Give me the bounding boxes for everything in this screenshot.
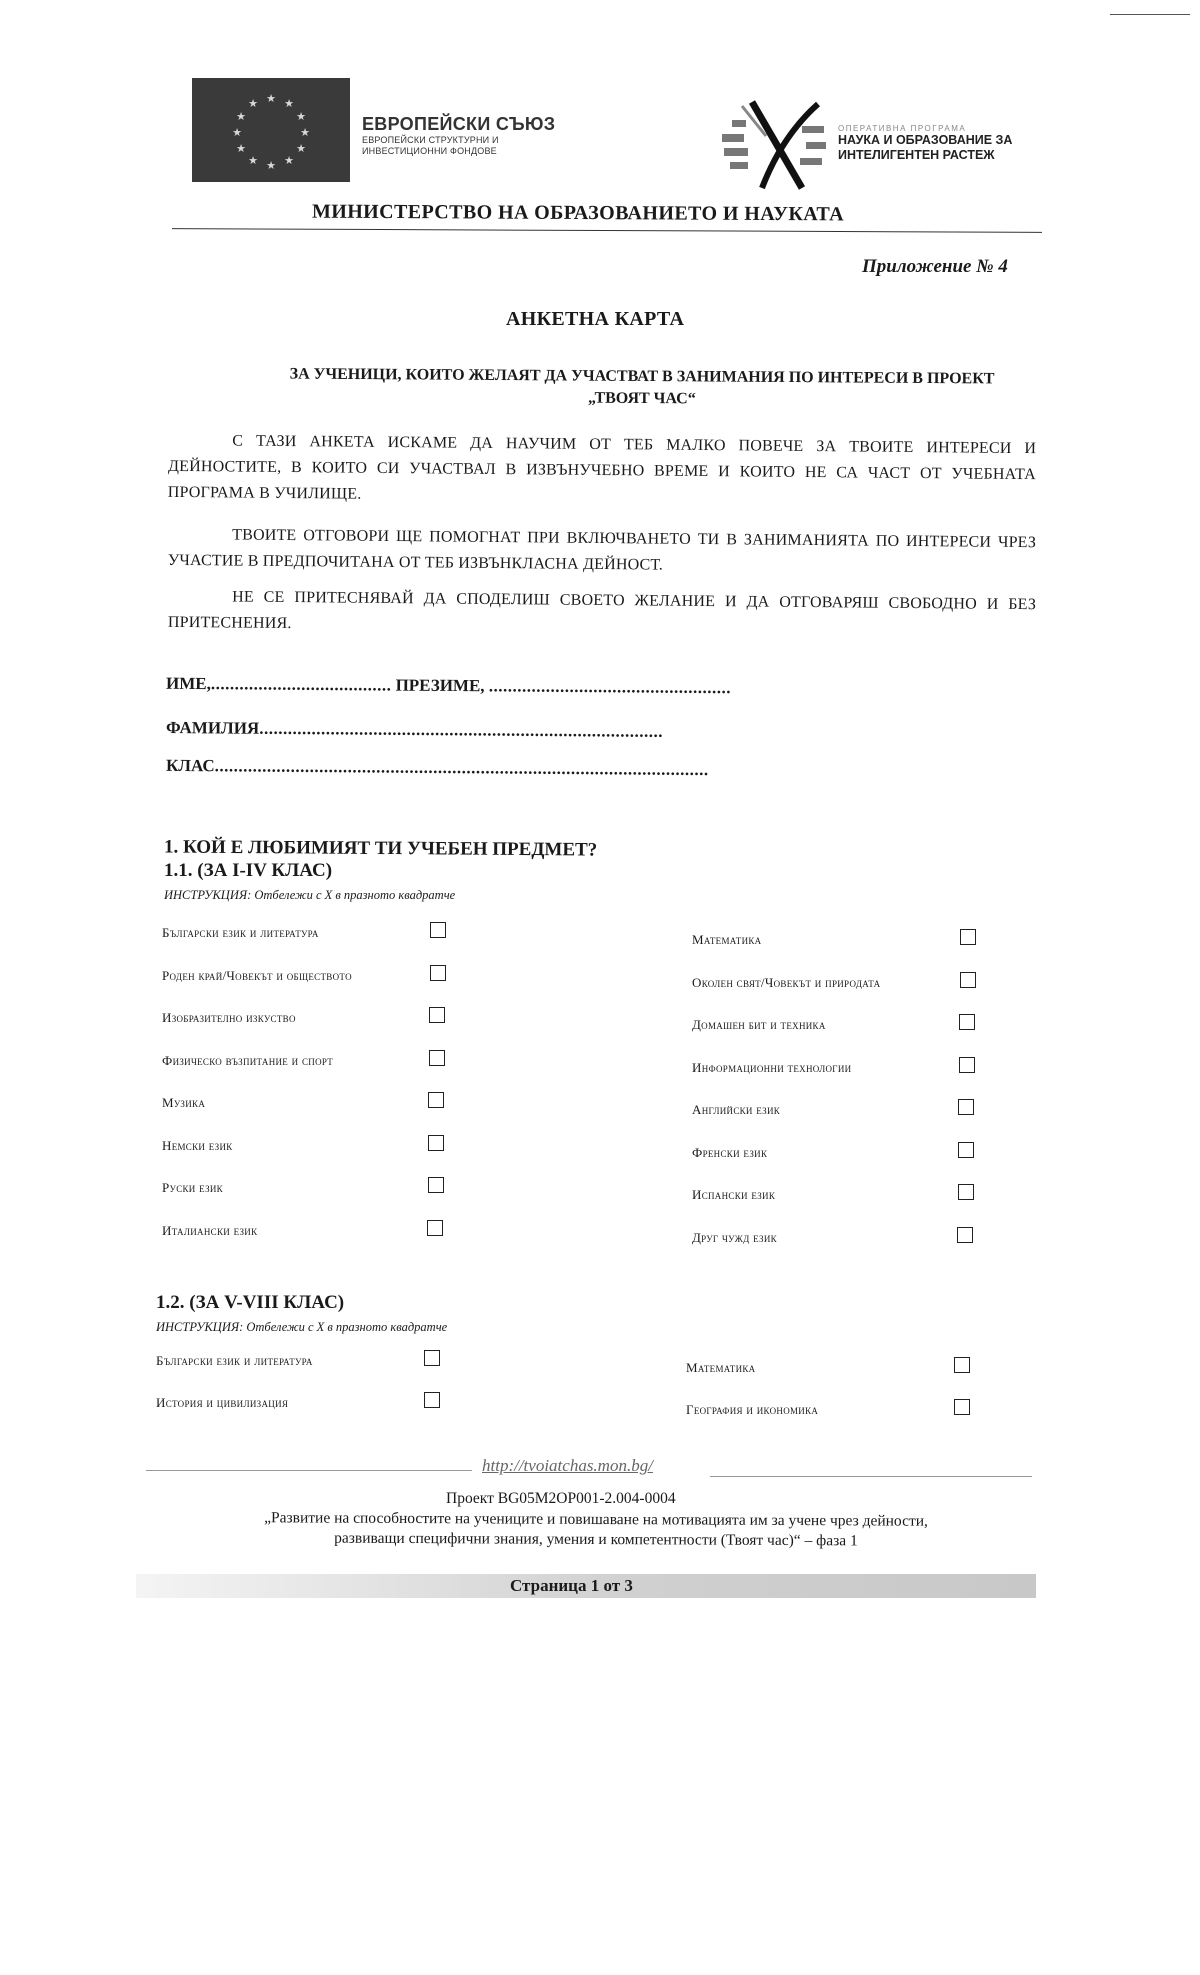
option-checkbox[interactable] (424, 1392, 440, 1408)
eu-logo-text (362, 114, 555, 157)
header-divider (172, 228, 1042, 233)
option-checkbox[interactable] (957, 1227, 973, 1243)
family-label: ФАМИЛИЯ (165, 718, 260, 738)
name-row (166, 674, 731, 698)
project-description-line2: развиващи специфични знания, умения и компетентности (Твоят час)“ – фаза 1 (334, 1529, 858, 1550)
option-checkbox[interactable] (427, 1220, 443, 1236)
option-label: Немски език (162, 1137, 233, 1153)
option-checkbox[interactable] (954, 1399, 970, 1415)
svg-text:★: ★ (266, 159, 276, 172)
option-label: Музика (162, 1095, 206, 1110)
intro-text-3: НЕ СЕ ПРИТЕСНЯВАЙ ДА СПОДЕЛИШ СВОЕТО ЖЕЛАНИЕ И ДА ОТГОВАРЯШ СВОБОДНО И БЕЗ ПРИТЕСНЕНИЯ. (167, 588, 1037, 633)
option-label: Физическо възпитание и спорт (162, 1052, 334, 1068)
option-label: Английски език (692, 1102, 781, 1117)
option-label: Околен свят/Човекът и природата (692, 974, 881, 990)
option-checkbox[interactable] (428, 1092, 444, 1108)
class-label: КЛАС (165, 755, 215, 776)
intro-paragraph-2 (168, 522, 1036, 582)
svg-text:★: ★ (248, 154, 258, 167)
svg-text:★: ★ (236, 110, 246, 123)
op-name-line1: НАУКА И ОБРАЗОВАНИЕ ЗА (838, 133, 1013, 147)
eu-subtitle-line1: ЕВРОПЕЙСКИ СТРУКТУРНИ И (362, 135, 499, 145)
intro-paragraph-1 (168, 428, 1037, 514)
family-field[interactable]: ..................................................................................... (259, 718, 664, 741)
svg-text:★: ★ (266, 92, 276, 105)
svg-text:★: ★ (284, 154, 294, 167)
subtitle-line2: „ТВОЯТ ЧАС“ (588, 389, 696, 408)
option-label: Математика (692, 932, 762, 947)
svg-text:★: ★ (296, 142, 306, 155)
option-checkbox[interactable] (960, 929, 976, 945)
option-label: Домашен бит и техника (692, 1017, 826, 1032)
option-checkbox[interactable] (430, 922, 446, 938)
project-url-link[interactable]: http://tvoiatchas.mon.bg/ (482, 1456, 653, 1475)
option-checkbox[interactable] (959, 1057, 975, 1073)
option-checkbox[interactable] (428, 1135, 444, 1151)
option-label: Изобразително изкуство (162, 1010, 296, 1025)
section-1-1-title: 1.1. (ЗА I-IV КЛАС) (164, 860, 333, 881)
op-name-line2: ИНТЕЛИГЕНТЕН РАСТЕЖ (838, 148, 995, 162)
name-label: ИМЕ, (165, 673, 211, 694)
ministry-title: МИНИСТЕРСТВО НА ОБРАЗОВАНИЕТО И НАУКАТА (311, 200, 845, 226)
eu-flag-logo (192, 78, 350, 182)
footer-divider-right (710, 1476, 1032, 1477)
family-row (166, 718, 663, 742)
option-checkbox[interactable] (954, 1357, 970, 1373)
option-checkbox[interactable] (959, 1014, 975, 1030)
option-label: Руски език (162, 1180, 223, 1195)
option-label: История и цивилизация (156, 1395, 289, 1410)
svg-text:★: ★ (296, 110, 306, 123)
footer-divider-left (146, 1470, 472, 1471)
section-1-2-instruction: ИНСТРУКЦИЯ: Отбележи с Х в празното квадратче (156, 1320, 448, 1334)
option-label: Друг чужд език (692, 1229, 777, 1245)
project-description-line1: „Развитие на способностите на учениците и повишаване на мотивацията им за учене чрез дейности, (264, 1509, 928, 1530)
option-label: Математика (686, 1360, 756, 1375)
project-code: Проект BG05M2OP001-2.004-0004 (446, 1490, 676, 1507)
class-field[interactable]: ........................................................................................................ (214, 756, 709, 780)
intro-text-1: С ТАЗИ АНКЕТА ИСКАМЕ ДА НАУЧИМ ОТ ТЕБ МАЛКО ПОВЕЧЕ ЗА ТВОИТЕ ИНТЕРЕСИ И ДЕЙНОСТИТЕ, В КОИТО СИ УЧАСТВАЛ В ИЗВЪНУЧЕБНО ВРЕМЕ И КОИТО НЕ СА ЧАСТ ОТ УЧЕБНАТА ПРОГРАМА В УЧИЛИЩЕ. (167, 432, 1037, 503)
page-number: Страница 1 от 3 (510, 1576, 633, 1595)
option-checkbox[interactable] (958, 1099, 974, 1115)
option-checkbox[interactable] (958, 1142, 974, 1158)
middle-name-field[interactable]: ................................................... (488, 676, 732, 698)
option-checkbox[interactable] (960, 972, 976, 988)
svg-text:★: ★ (232, 126, 242, 139)
option-checkbox[interactable] (429, 1050, 445, 1066)
option-label: Български език и литература (156, 1353, 313, 1368)
option-label: Информационни технологии (692, 1059, 852, 1075)
intro-text-2: ТВОИТЕ ОТГОВОРИ ЩЕ ПОМОГНАТ ПРИ ВКЛЮЧВАНЕТО ТИ В ЗАНИМАНИЯТА ПО ИНТЕРЕСИ ЧРЕЗ УЧАСТИЕ В ПРЕДПОЧИТАНА ОТ ТЕБ ИЗВЪНКЛАСНА ДЕЙНОСТ. (167, 526, 1037, 574)
option-label: Италиански език (162, 1222, 258, 1238)
option-label: Испански език (692, 1187, 776, 1202)
eu-subtitle-line2: ИНВЕСТИЦИОННИ ФОНДОВЕ (362, 146, 497, 156)
option-checkbox[interactable] (424, 1350, 440, 1366)
option-checkbox[interactable] (428, 1177, 444, 1193)
op-logo (722, 96, 832, 192)
appendix-label: Приложение № 4 (862, 256, 1008, 277)
svg-text:★: ★ (284, 97, 294, 110)
scan-artifact-line (1110, 14, 1190, 15)
svg-text:★: ★ (300, 126, 310, 139)
op-logo-text (838, 124, 1012, 163)
name-field[interactable]: ...................................... (210, 674, 392, 695)
document-subtitle (242, 363, 1042, 413)
middle-name-label: ПРЕЗИМЕ, (395, 675, 485, 696)
question-1-title: 1. КОЙ Е ЛЮБИМИЯТ ТИ УЧЕБЕН ПРЕДМЕТ? (163, 836, 598, 861)
class-row (166, 756, 709, 780)
svg-text:★: ★ (236, 142, 246, 155)
option-label: Български език и литература (162, 925, 319, 940)
subtitle-line1: ЗА УЧЕНИЦИ, КОИТО ЖЕЛАЯТ ДА УЧАСТВАТ В ЗАНИМАНИЯ ПО ИНТЕРЕСИ В ПРОЕКТ (289, 365, 995, 388)
option-checkbox[interactable] (430, 965, 446, 981)
project-description (176, 1508, 1016, 1552)
option-label: Роден край/Човекът и обществото (162, 967, 352, 983)
svg-text:★: ★ (248, 97, 258, 110)
section-1-1-instruction: ИНСТРУКЦИЯ: Отбележи с Х в празното квадратче (164, 888, 456, 902)
option-label: География и икономика (686, 1402, 819, 1417)
op-small-label: ОПЕРАТИВНА ПРОГРАМА (838, 124, 967, 133)
option-label: Френски език (692, 1144, 768, 1160)
option-checkbox[interactable] (429, 1007, 445, 1023)
document-title: АНКЕТНА КАРТА (506, 308, 685, 330)
intro-paragraph-3 (168, 584, 1036, 644)
section-1-2-title: 1.2. (ЗА V-VIII КЛАС) (156, 1292, 345, 1313)
eu-title: ЕВРОПЕЙСКИ СЪЮЗ (362, 114, 556, 134)
option-checkbox[interactable] (958, 1184, 974, 1200)
